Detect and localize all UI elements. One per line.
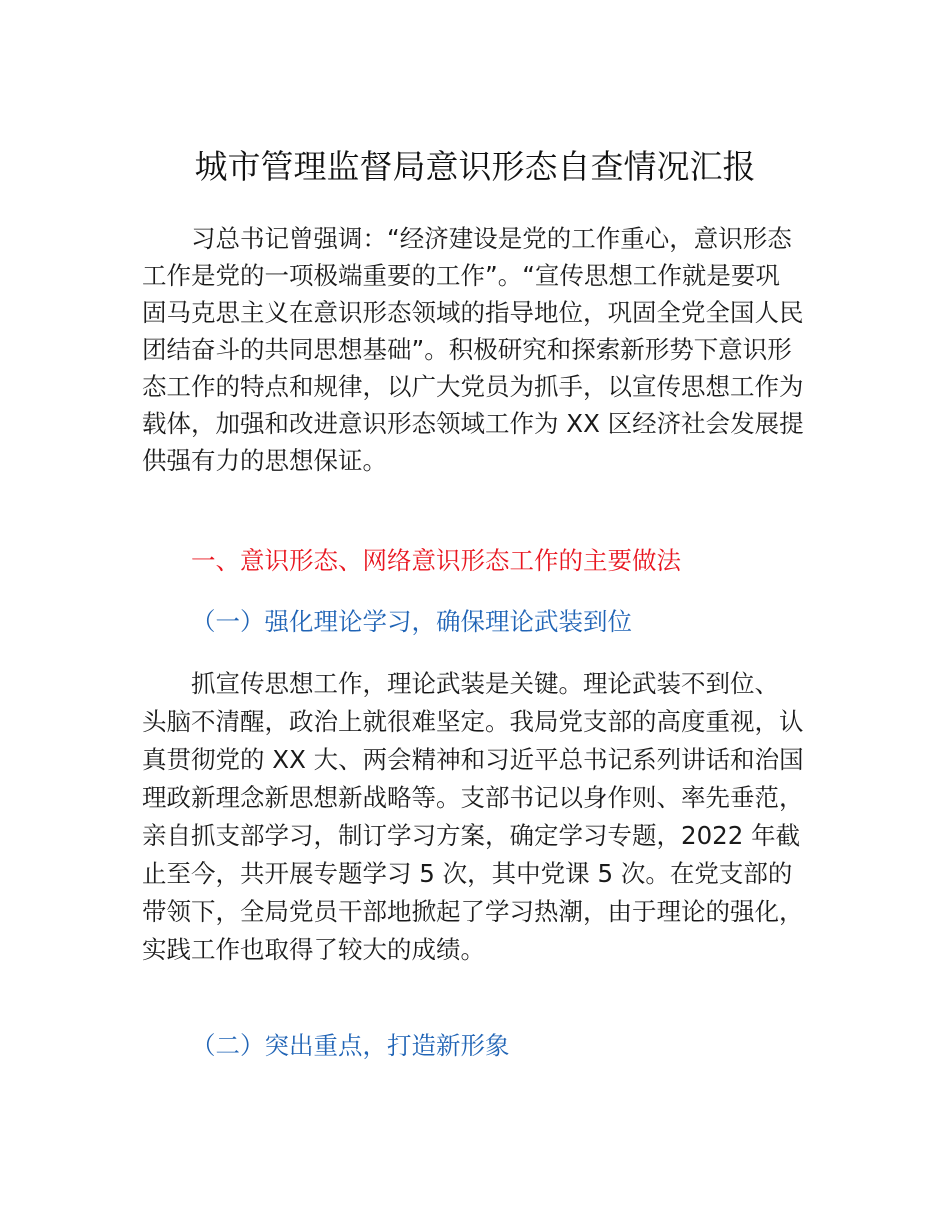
intro-line: 团结奋斗的共同思想基础”。积极研究和探索新形势下意识形 — [142, 335, 792, 364]
section-heading: 一、意识形态、网络意识形态工作的主要做法 — [191, 546, 681, 575]
subsection-heading: （二）突出重点，打造新形象 — [191, 1031, 510, 1060]
subsection-line: 抓宣传思想工作，理论武装是关键。理论武装不到位、 — [191, 669, 779, 698]
subsection-line: 头脑不清醒，政治上就很难坚定。我局党支部的高度重视，认 — [142, 707, 804, 736]
subsection-line: 理政新理念新思想新战略等。支部书记以身作则、率先垂范， — [142, 783, 804, 812]
subsection-heading: （一）强化理论学习，确保理论武装到位 — [191, 607, 632, 636]
intro-line: 态工作的特点和规律，以广大党员为抓手，以宣传思想工作为 — [142, 372, 804, 401]
document-title: 城市管理监督局意识形态自查情况汇报 — [194, 147, 756, 186]
subsection-line: 带领下，全局党员干部地掀起了学习热潮，由于理论的强化， — [142, 897, 804, 926]
subsection-line: 亲自抓支部学习，制订学习方案，确定学习专题，2022 年截 — [142, 821, 801, 850]
intro-line: 载体，加强和改进意识形态领域工作为 XX 区经济社会发展提 — [142, 409, 804, 438]
intro-line: 固马克思主义在意识形态领域的指导地位，巩固全党全国人民 — [142, 298, 804, 327]
intro-line: 工作是党的一项极端重要的工作”。“宣传思想工作就是要巩 — [142, 261, 780, 290]
subsection-line: 止至今，共开展专题学习 5 次，其中党课 5 次。在党支部的 — [142, 859, 793, 888]
subsection-line: 真贯彻党的 XX 大、两会精神和习近平总书记系列讲话和治国 — [142, 745, 804, 774]
intro-line: 习总书记曾强调：“经济建设是党的工作重心，意识形态 — [191, 224, 792, 253]
subsection-line: 实践工作也取得了较大的成绩。 — [142, 935, 485, 964]
intro-line: 供强有力的思想保证。 — [142, 446, 387, 475]
